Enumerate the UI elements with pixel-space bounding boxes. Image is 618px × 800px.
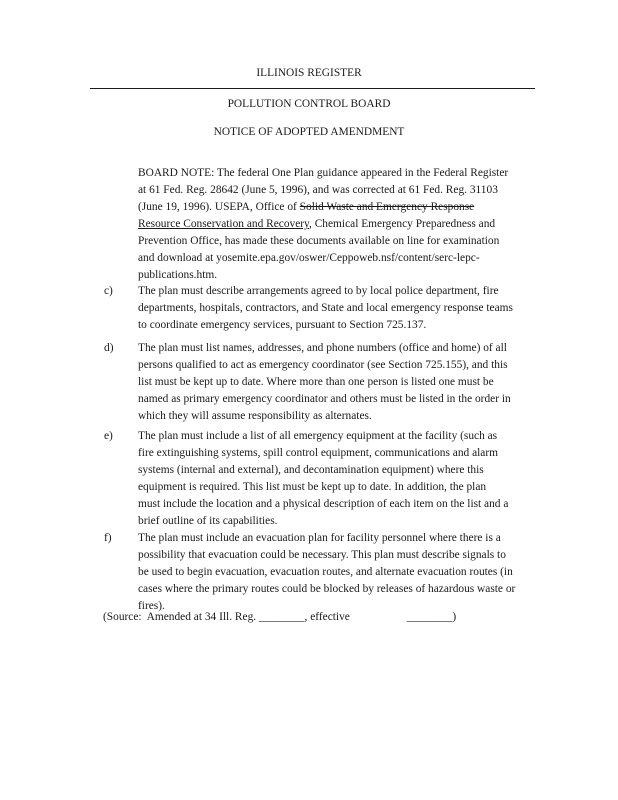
item-line: be used to begin evacuation, evacuation routes, and alternate evacuation routes (in bbox=[138, 566, 513, 578]
board-note-line: at 61 Fed. Reg. 28642 (June 5, 1996), and was corrected at 61 Fed. Reg. 31103 bbox=[138, 184, 498, 196]
item-line: systems (internal and external), and decontamination equipment) where this bbox=[138, 464, 484, 476]
item-label-c: c) bbox=[104, 285, 113, 297]
board-note-line: publications.htm. bbox=[138, 269, 218, 281]
item-line: named as primary emergency coordinator and others must be listed in the order in bbox=[138, 393, 511, 405]
notice-title: NOTICE OF ADOPTED AMENDMENT bbox=[213, 126, 405, 138]
item-line: The plan must include an evacuation plan for facility personnel where there is a bbox=[138, 532, 501, 544]
item-line: The plan must describe arrangements agreed to by local police department, fire bbox=[138, 285, 499, 297]
item-line: equipment is required. This list must be kept up to date. In addition, the plan bbox=[138, 481, 487, 493]
item-line: The plan must list names, addresses, and phone numbers (office and home) of all bbox=[138, 342, 507, 354]
board-note-text: (June 19, 1996). USEPA, Office of bbox=[138, 201, 300, 213]
board-note-line bbox=[138, 216, 508, 233]
item-label-e: e) bbox=[104, 430, 113, 442]
item-line: fires). bbox=[138, 600, 165, 612]
register-title: ILLINOIS REGISTER bbox=[256, 67, 362, 79]
item-line: persons qualified to act as emergency coordinator (see Section 725.155), and this bbox=[138, 359, 508, 371]
underlined-text: Resource Conservation and Recovery bbox=[138, 218, 310, 230]
item-line: must include the location and a physical description of each item on the list and a bbox=[138, 498, 509, 510]
board-note-line: Prevention Office, has made these documents available on line for examination bbox=[138, 235, 500, 247]
item-line: which they will assume responsibility as alternates. bbox=[138, 410, 372, 422]
board-note-line: BOARD NOTE: The federal One Plan guidance appeared in the Federal Register bbox=[138, 167, 509, 179]
board-title: POLLUTION CONTROL BOARD bbox=[227, 98, 391, 110]
board-note-line bbox=[138, 199, 508, 216]
item-c-text bbox=[138, 283, 538, 334]
item-line: departments, hospitals, contractors, and State and local emergency response teams bbox=[138, 302, 513, 314]
item-line: list must be kept up to date. Where more than one person is listed one must be bbox=[138, 376, 494, 388]
item-e-text bbox=[138, 428, 538, 530]
header-rule bbox=[90, 88, 535, 89]
board-note-line: and download at yosemite.epa.gov/oswer/Ceppoweb.nsf/content/serc-lepc- bbox=[138, 252, 480, 264]
item-line: cases where the primary routes could be blocked by releases of hazardous waste or bbox=[138, 583, 516, 595]
item-label-f: f) bbox=[104, 532, 112, 544]
item-line: possibility that evacuation could be necessary. This plan must describe signals to bbox=[138, 549, 506, 561]
item-d-text bbox=[138, 340, 538, 425]
item-f-text bbox=[138, 530, 538, 615]
item-line: fire extinguishing systems, spill control equipment, communications and alarm bbox=[138, 447, 499, 459]
struck-text: Solid Waste and Emergency Response bbox=[299, 201, 475, 213]
item-line: to coordinate emergency services, pursuant to Section 725.137. bbox=[138, 319, 427, 331]
board-note bbox=[138, 165, 508, 284]
board-note-text: , Chemical Emergency Preparedness and bbox=[309, 218, 496, 230]
item-line: The plan must include a list of all emergency equipment at the facility (such as bbox=[138, 430, 498, 442]
item-line: brief outline of its capabilities. bbox=[138, 515, 278, 527]
item-label-d: d) bbox=[104, 342, 114, 354]
source-citation: (Source: Amended at 34 Ill. Reg. ________, effective ________) bbox=[103, 611, 457, 623]
